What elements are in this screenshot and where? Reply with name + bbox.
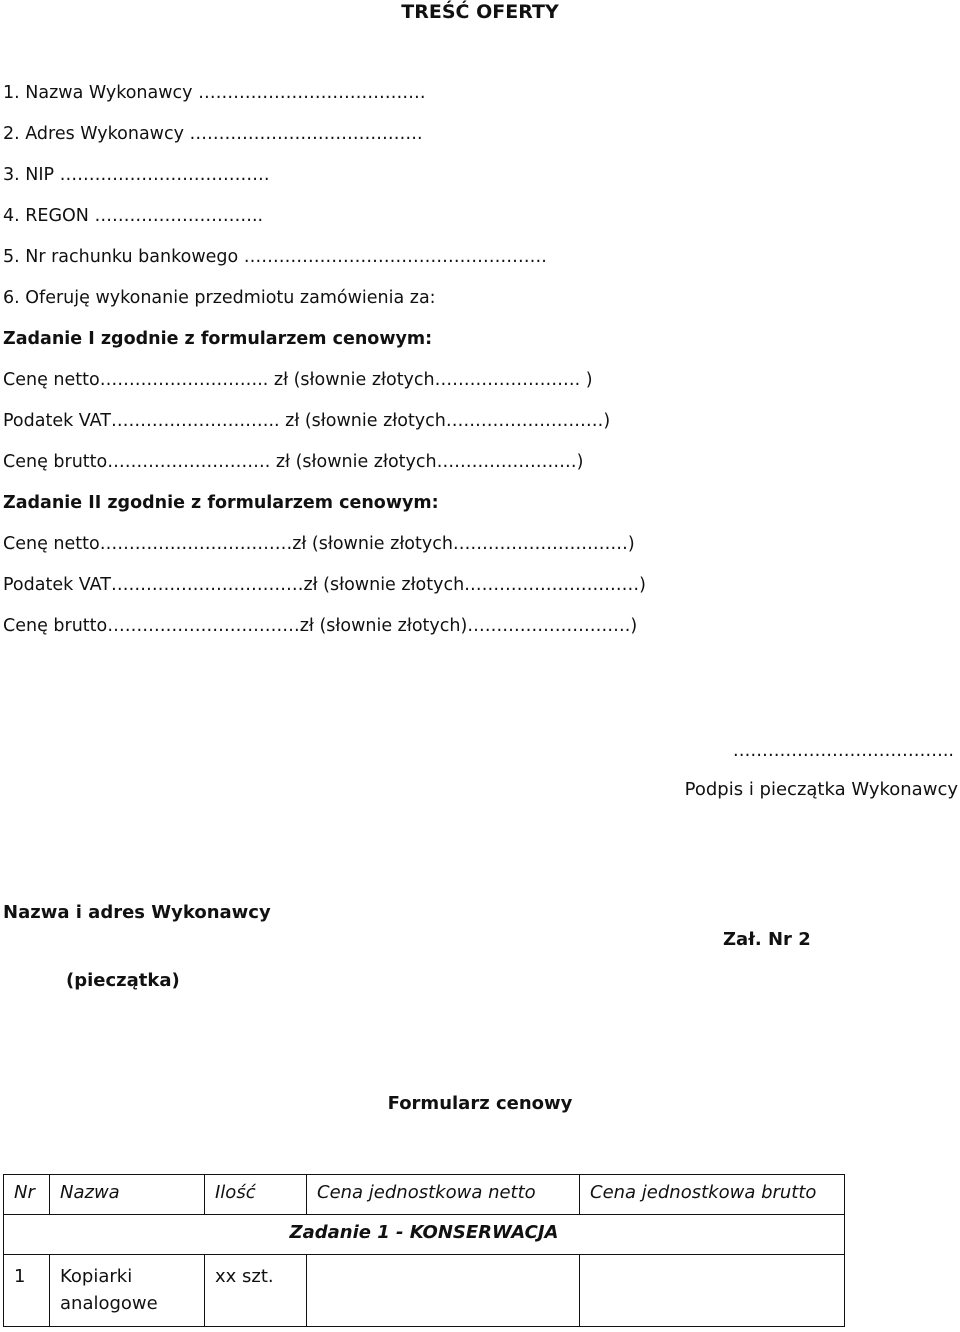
field-contractor-name: 1. Nazwa Wykonawcy ………………………………… — [3, 83, 426, 103]
price-form-title: Formularz cenowy — [387, 1093, 573, 1114]
cell-name: Kopiarki analogowe — [50, 1255, 205, 1327]
field-bank-account: 5. Nr rachunku bankowego ……………………………………………. — [3, 247, 547, 267]
table-section-row — [4, 1215, 845, 1255]
task2-vat: Podatek VAT……………………………zł (słownie złotych…………………………) — [3, 575, 647, 595]
task1-vat: Podatek VAT……………………….. zł (słownie złotych………………………) — [3, 411, 611, 431]
task2-heading: Zadanie II zgodnie z formularzem cenowym: — [3, 493, 439, 513]
cell-qty: xx szt. — [205, 1255, 307, 1327]
column-header-qty: Ilość — [205, 1175, 307, 1215]
signature-label: Podpis i pieczątka Wykonawcy — [684, 779, 958, 800]
column-header-nr: Nr — [4, 1175, 50, 1215]
field-contractor-address: 2. Adres Wykonawcy …………………………………. — [3, 124, 423, 144]
table-row — [4, 1255, 845, 1327]
field-regon: 4. REGON ……………………….. — [3, 206, 264, 226]
task1-net-price: Cenę netto……………………….. zł (słownie złotych……………………. ) — [3, 370, 593, 390]
cell-net-price — [307, 1255, 580, 1327]
annex-number: Zał. Nr 2 — [723, 929, 811, 950]
task2-gross-price: Cenę brutto……………………………zł (słownie złotych)……………………….) — [3, 616, 638, 636]
page-title: TREŚĆ OFERTY — [401, 1, 559, 23]
stamp-label: (pieczątka) — [66, 970, 180, 991]
field-nip: 3. NIP ……………………………… — [3, 165, 270, 185]
price-table — [3, 1174, 845, 1327]
task2-net-price: Cenę netto……………………………zł (słownie złotych…………………………) — [3, 534, 635, 554]
table-header-row — [4, 1175, 845, 1215]
task1-gross-price: Cenę brutto………………………. zł (słownie złotych……………………) — [3, 452, 584, 472]
signature-dots: ……………………………….. — [732, 741, 954, 761]
cell-nr: 1 — [4, 1255, 50, 1327]
task1-heading: Zadanie I zgodnie z formularzem cenowym: — [3, 329, 433, 349]
column-header-name: Nazwa — [50, 1175, 205, 1215]
column-header-net-price: Cena jednostkowa netto — [307, 1175, 580, 1215]
contractor-name-address-label: Nazwa i adres Wykonawcy — [3, 902, 271, 923]
section-heading: Zadanie 1 - KONSERWACJA — [4, 1215, 845, 1255]
field-offer-statement: 6. Oferuję wykonanie przedmiotu zamówienia za: — [3, 288, 436, 308]
column-header-gross-price: Cena jednostkowa brutto — [580, 1175, 845, 1215]
cell-gross-price — [580, 1255, 845, 1327]
